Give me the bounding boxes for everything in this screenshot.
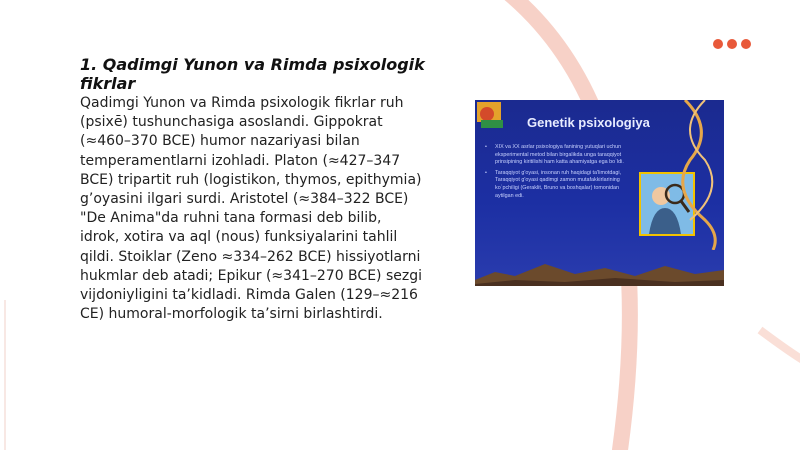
three-dots-icon [713, 39, 751, 49]
helix-decoration [675, 100, 724, 250]
dot-icon [727, 39, 737, 49]
thumbnail-bullets [485, 144, 635, 203]
section-title: 1. Qadimgi Yunon va Rimda psixologik fikrlar [80, 55, 425, 93]
dot-icon [741, 39, 751, 49]
dot-icon [713, 39, 723, 49]
list-item: • XIX va XX asrlar psixologiya fanining yutuqlari uchun eksperimental metod bilan birgalikda unga taraqqiyot prinsipining kiritilishi ham katta ahamiyatga ega bo`ldi. [485, 144, 624, 166]
thumbnail-title: Genetik psixologiya [527, 115, 650, 130]
slide-corner-icon [477, 102, 507, 130]
section-body: Qadimgi Yunon va Rimda psixologik fikrlar ruh (psixē) tushunchasiga asoslandi. Gippokrat (≈460–370 BCE) humor nazariyasi bilan temperamentlarni izohladi. Platon (≈427–347 BCE) tripartit ruh (logistikon, thymos, epithymia) g’oyasini ilgari surdi. Aristotel (≈384–322 BCE) "De Anima"da ruhni tana formasi deb bilib, idrok, xotira va aql (nous) funksiyalarini tahlil qildi. Stoiklar (Zeno ≈334–262 BCE) hissiyotlarni hukmlar deb atadi; Epikur (≈341–270 BCE) sezgi vijdoniyligini ta’kidladi. Rimda Galen (129–≈216 CE) humoral-morfologik ta’sirni birlashtirdi. [80, 95, 422, 323]
landscape-illustration [475, 250, 724, 286]
list-item: • Taraqqiyot g'oyasi, insonan ruh haqidagi ta'limotdagi, Taraqqiyot g'oyasi qadimgi zamon mutafakkirlarining ko`pchiligi (Geraklit, Bruno va boshqalar) tomonidan aytilgan edi. [485, 169, 622, 199]
slide-thumbnail [475, 100, 724, 286]
